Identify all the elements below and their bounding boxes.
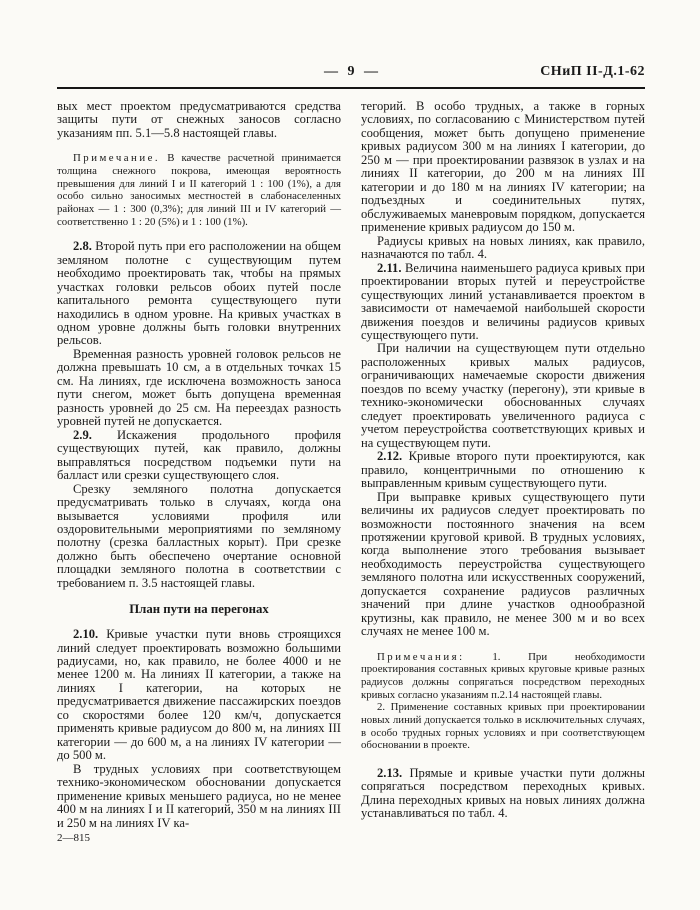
clause-number: 2.13. <box>377 765 403 780</box>
header-rule <box>57 87 645 89</box>
note-1-text: 1. При необходимости проектирования составных кривых круговые кривые разных радиусов должны сопрягаться посредством переходных кривых согласно указаниям п.2.14 настоящей главы. <box>361 650 646 701</box>
paragraph: Срезку земляного полотна допускается предусматривать только в случаях, когда она вызывается условиями профиля или оздоровительными мероприятиями по земляному полотну (срезка балластных корыт). При срезке должно быть обеспечено очертание основной площадки земляного полотна в соответствии с требованием п. 3.5 настоящей главы. <box>57 481 341 590</box>
right-column <box>361 100 645 845</box>
notes-label: Примечания: <box>377 650 465 663</box>
document-code: СНиП II-Д.1-62 <box>540 64 645 79</box>
clause-number: 2.9. <box>73 427 92 442</box>
paragraph-2-11 <box>361 262 645 343</box>
print-signature-mark: 2—815 <box>57 832 90 845</box>
paragraph: Временная разность уровней головок рельсов не должна превышать 10 см, а в отдельных точках 15 см. На линиях, где исключена возможность заноса пути снегом, может быть допущена временная разность уровней до 25 см. На переездах разность уровней путей не допускается. <box>57 346 341 429</box>
paragraph: При выправке кривых существующего пути величины их радиусов следует проектировать по возможности постоянного значения на всем протяжении круговой кривой. В трудных условиях, когда выполнение этого требования вызывает необходимость переустройства существующего земляного полотна или искусственных сооружений, допускается сохранение радиусов различных значений при длине участков однообразной крутизны, как правило, не менее 300 м и во всех случаях не менее 100 м. <box>361 489 645 639</box>
clause-text: Величина наименьшего радиуса кривых при проектировании вторых путей и переустройстве существующих линий устанавливается проектом в зависимости от намечаемой наибольшей скорости движения поездов и величины радиусов кривых существующего пути. <box>361 260 645 342</box>
note-block <box>57 152 341 228</box>
paragraph-2-12 <box>361 450 645 490</box>
note-2-text: 2. Применение составных кривых при проектировании новых линий допускается только в исключительных случаях, в особо трудных горных условиях и при соответствующем обосновании в проекте. <box>361 701 645 752</box>
left-column <box>57 100 341 845</box>
two-column-layout <box>57 100 645 845</box>
clause-number: 2.12. <box>377 449 403 464</box>
clause-text: Второй путь при его расположении на общем земляном полотне с существующим путем необходимо проектировать так, чтобы на прямых участках головки рельсов обоих путей после капитального ремонта существующего пути находились в одном уровне. На кривых участках в одном уровне должны быть головки внутренних рельсов. <box>57 239 341 348</box>
note-text: В качестве расчетной принимается толщина снежного покрова, имеющая вероятность превышения для линий I и II категорий 1 : 100 (1%), а для особо сильно заносимых местностей в слабонаселенных районах — 1 : 300 (0,3%); для линий III и IV категорий — соответственно 1 : 20 (5%) и 1 : 100 (1%). <box>57 152 341 228</box>
paragraph-continuation: тегорий. В особо трудных, а также в горных условиях, по согласованию с Министерством путей сообщения, может быть допущено применение кривых радиусом 300 м на линиях I категории, до 250 м — при проектировании развязок в узлах и на линиях II категории, до 200 м на линиях III категории и до 180 м на линиях IV категории; на подъездных и соединительных путях, обслуживаемых маневровым порядком, допускается применение кривых радиусом до 150 м. <box>361 99 645 235</box>
clause-number: 2.10. <box>73 627 99 642</box>
clause-number: 2.11. <box>377 260 402 275</box>
paragraph-2-8 <box>57 240 341 348</box>
running-head <box>57 64 645 82</box>
paragraph-2-9 <box>57 429 341 483</box>
note-label: Примечание. <box>73 152 161 165</box>
paragraph-2-13 <box>361 767 645 821</box>
clause-text: Искажения продольного профиля существующих путей, как правило, должны выправляться посредством подъемки пути на балласт или срезки существующего слоя. <box>57 427 341 483</box>
clause-text: Кривые участки пути вновь строящихся линий следует проектировать возможно большими радиусами, но, как правило, не более 4000 и не менее 1200 м. На линиях II категории, а также на линиях I категории, на которых не предусматривается движение пассажирских поездов со скоростями более 120 км/ч, допускается применять кривые радиусом до 800 м, на линиях III категории — до 600 м, а на линиях IV категории — до 500 м. <box>57 627 341 763</box>
section-subheading: План пути на перегонах <box>129 602 269 617</box>
paragraph-2-10 <box>57 628 341 763</box>
paragraph: Радиусы кривых на новых линиях, как правило, назначаются по табл. 4. <box>361 233 645 262</box>
paragraph: При наличии на существующем пути отдельно расположенных кривых малых радиусов, ограничивающих намечаемые скорости движения поездов по всему участку (перегону), эти кривые в технико-экономически обоснованных случаях следует проектировать увеличенного радиуса с учетом переустройства соответствующих кривых и на существующем пути. <box>361 341 645 450</box>
page-number: — 9 — <box>324 64 378 79</box>
notes-block <box>361 651 645 752</box>
clause-text: Кривые второго пути проектируются, как правило, концентричными по отношению к выправленным кривым существующего пути. <box>361 449 645 491</box>
paragraph: В трудных условиях при соответствующем технико-экономическом обосновании допускается применение кривых меньшего радиуса, но не менее 400 м на линиях I и II категорий, 350 м на линиях III и 250 м на линиях IV ка- <box>57 761 341 830</box>
clause-number: 2.8. <box>73 239 92 254</box>
paragraph-continuation: вых мест проектом предусматриваются средства защиты пути от снежных заносов согласно указаниям пп. 5.1—5.8 настоящей главы. <box>57 99 341 140</box>
clause-text: Прямые и кривые участки пути должны сопрягаться посредством переходных кривых. Длина переходных кривых на новых линиях должна устанавливаться по табл. 4. <box>361 765 645 821</box>
